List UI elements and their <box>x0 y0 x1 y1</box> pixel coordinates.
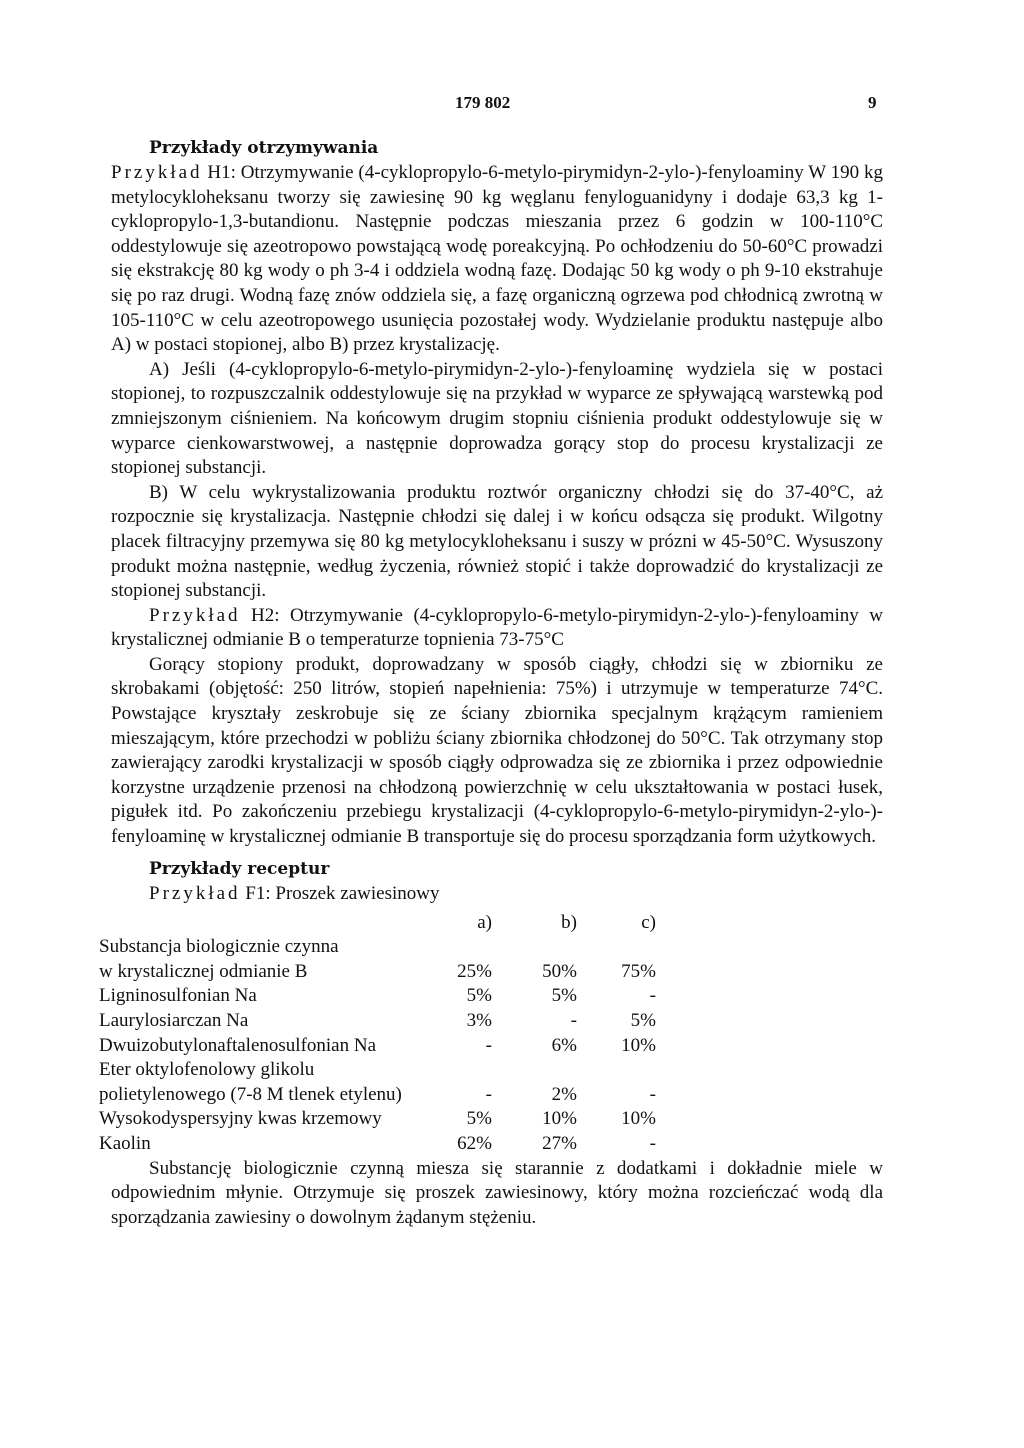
value-a <box>429 1058 492 1083</box>
example-h1-paragraph <box>111 161 883 358</box>
table-row <box>99 1034 656 1059</box>
value-b <box>492 1058 577 1083</box>
paragraph-text: H2: Otrzymywanie (4-cyklopropylo-6-metylo-pirymidyn-2-ylo-)-fenyloaminy w krystalicznej odmianie B o temperaturze topnienia 73-75°C <box>111 604 883 651</box>
ingredient-name: Substancja biologicznie czynna <box>99 936 339 958</box>
section-formulation-examples <box>99 857 889 1230</box>
value-a <box>429 935 492 960</box>
table-row <box>99 1107 656 1132</box>
value-a: 5% <box>466 1108 492 1130</box>
value-b: 50% <box>542 960 577 982</box>
value-b <box>492 935 577 960</box>
value-b: 5% <box>551 985 577 1007</box>
formulation-table <box>99 911 656 1157</box>
table-row <box>99 1083 656 1108</box>
value-c: 75% <box>621 960 656 982</box>
value-a: 3% <box>466 1009 492 1031</box>
value-b: 6% <box>551 1034 577 1056</box>
ingredient-name: Wysokodyspersyjny kwas krzemowy <box>99 1108 382 1130</box>
table-row <box>99 1132 656 1157</box>
value-a: 25% <box>457 960 492 982</box>
ingredient-name: Eter oktylofenolowy glikolu <box>99 1059 315 1081</box>
variant-a-paragraph: A) Jeśli (4-cyklopropylo-6-metylo-pirymidyn-2-ylo-)-fenyloaminę wydziela się w postaci stopionej, to rozpuszczalnik oddestylowuje się na przykład w wyparce ze spływającą warstewką pod zmniejszonym ciśnieniem. Na końcowym drugim stopniu ciśnienia produkt oddestylowuje się w wyparce cienkowarstwowej, a następnie doprowadza gorący stop do procesu krystalizacji ze stopionej substancji. <box>111 358 883 479</box>
value-b: 2% <box>551 1083 577 1105</box>
table-row <box>99 984 656 1009</box>
page-header <box>0 93 1024 117</box>
section-title: Przykłady receptur <box>149 859 330 879</box>
value-b: 27% <box>542 1132 577 1154</box>
example-label: Przykład <box>111 162 203 183</box>
value-b: - <box>570 1009 577 1031</box>
value-a: 5% <box>466 985 492 1007</box>
variant-b-paragraph: B) W celu wykrystalizowania produktu roztwór organiczny chłodzi się do 37-40°C, aż rozpocznie się krystalizacja. Następnie chłodzi się dalej i w końcu odsącza się produkt. Wilgotny placek filtracyjny przemywa się 80 kg metylocykloheksanu i suszy w prózni w 45-50°C. Wysuszony produkt można następnie, według życzenia, również stopić i także doprowadzić do krystalizacji ze stopionej substancji. <box>111 481 883 602</box>
value-c: 10% <box>621 1108 656 1130</box>
value-c: - <box>649 985 656 1007</box>
example-label: Przykład <box>149 604 241 626</box>
table-row <box>99 1058 656 1083</box>
example-h2-description: Gorący stopiony produkt, doprowadzany w sposób ciągły, chłodzi się w zbiorniku ze skrobakami (objętość: 250 litrów, stopień napełnienia: 75%) i utrzymuje w temperaturze 74°C. Powstające kryształy zeskrobuje się ze ściany zbiornika specjalnym krążącym ramieniem mieszającym, które przechodzi w pobliżu ściany zbiornika chłodzonej do 50°C. Tak otrzymany stop zawierający zarodki krystalizacji w sposób ciągły odprowadza się ze zbiornika i przez odpowiednie korzystne urządzenie przenosi na chłodzoną powierzchnię w celu ukształtowania w postaci łusek, pigułek itd. Po zakończeniu przebiegu krystalizacji (4-cyklopropylo-6-metylo-pirymidyn-2-ylo-)-fenyloaminę w krystalicznej odmianie B transportuje się do procesu sporządzania form użytkowych. <box>111 653 883 848</box>
table-header-row <box>99 911 656 936</box>
recipe-title <box>149 882 889 907</box>
ingredient-name: Laurylosiarczan Na <box>99 1009 249 1031</box>
column-header: c) <box>641 911 656 933</box>
value-c: 10% <box>621 1034 656 1056</box>
table-row <box>99 935 656 960</box>
example-label: Przykład <box>149 883 241 904</box>
value-c: - <box>649 1083 656 1105</box>
page-number: 9 <box>868 93 877 112</box>
value-a: - <box>485 1083 492 1105</box>
value-c: - <box>649 1132 656 1154</box>
ingredient-name: w krystalicznej odmianie B <box>99 960 308 982</box>
paragraph-text: H1: Otrzymywanie (4-cyklopropylo-6-metylo-pirymidyn-2-ylo-)-fenyloaminy W 190 kg metylocykloheksanu tworzy się zawiesinę 90 kg węglanu fenyloguanidyny i dodaje 63,3 kg 1-cyklopropylo-1,3-butandionu. Następnie podczas mieszania przez 6 godzin w 100-110°C oddestylowuje się azeotropowo powstającą wodę poreakcyjną. Po ochłodzeniu do 50-60°C prowadzi się ekstrakcję 80 kg wody o ph 3-4 i oddziela wodną fazę. Dodając 50 kg wody o ph 9-10 ekstrahuje się po raz drugi. Wodną fazę znów oddziela się, a fazę organiczną ogrzewa pod chłodnicą zwrotną w 105-110°C w celu azeotropowego usunięcia pozostałej wody. Wydzielanie produktu następuje albo A) w postaci stopionej, albo B) przez krystalizację. <box>111 162 883 356</box>
value-c: 5% <box>630 1009 656 1031</box>
section-preparation-examples <box>111 136 883 850</box>
value-c <box>577 1058 656 1083</box>
section-title: Przykłady otrzymywania <box>149 138 379 158</box>
value-b: 10% <box>542 1108 577 1130</box>
table-row <box>99 960 656 985</box>
ingredient-name: Dwuizobutylonaftalenosulfonian Na <box>99 1034 377 1056</box>
example-h2-paragraph <box>111 604 883 653</box>
column-header: b) <box>561 911 577 933</box>
value-a: - <box>485 1034 492 1056</box>
value-c <box>577 935 656 960</box>
closing-paragraph: Substancję biologicznie czynną miesza się starannie z dodatkami i dokładnie miele w odpowiednim młynie. Otrzymuje się proszek zawiesinowy, który można rozcieńczać wodą dla sporządzania zawiesiny o dowolnym żądanym stężeniu. <box>111 1157 883 1228</box>
patent-number: 179 802 <box>455 93 511 112</box>
recipe-name: F1: Proszek zawiesinowy <box>240 883 440 904</box>
ingredient-name: Ligninosulfonian Na <box>99 985 257 1007</box>
value-a: 62% <box>457 1132 492 1154</box>
ingredient-name: polietylenowego (7-8 M tlenek etylenu) <box>99 1083 402 1105</box>
column-header: a) <box>477 911 492 933</box>
ingredient-name: Kaolin <box>99 1132 151 1154</box>
table-row <box>99 1009 656 1034</box>
